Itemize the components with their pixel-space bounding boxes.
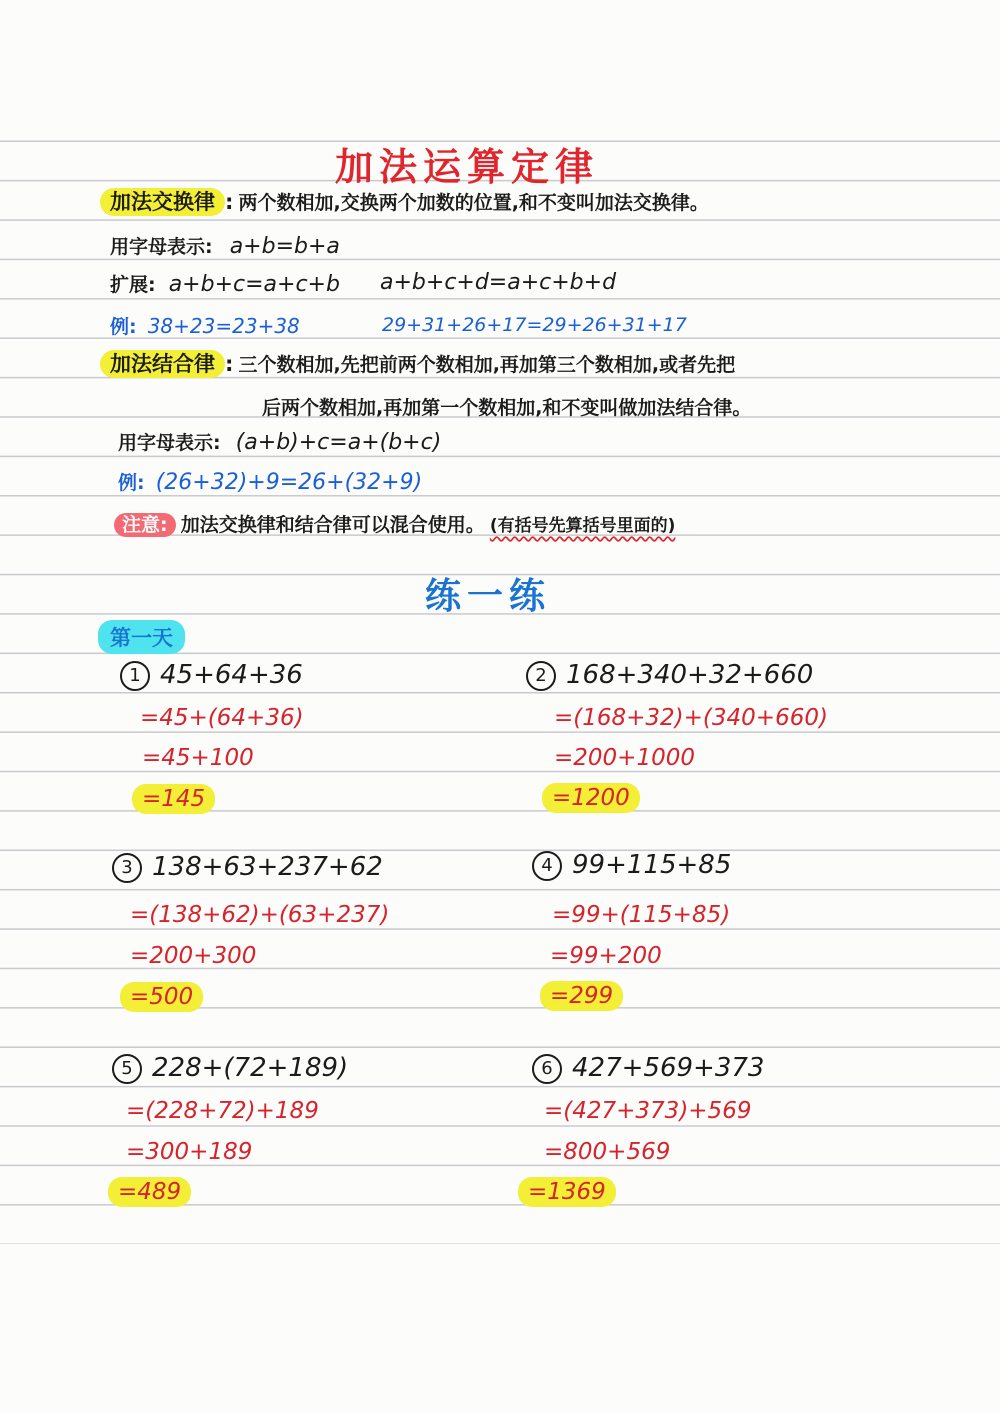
- problem-5: [112, 1053, 348, 1084]
- problem-2: [526, 660, 813, 691]
- top-margin: [0, 0, 1000, 140]
- commutative-extend-formula-2: a+b+c+d=a+c+b+d: [380, 270, 617, 295]
- problem-expression: 99+115+85: [572, 850, 732, 880]
- note-row: [114, 510, 675, 537]
- problem-expression: 45+64+36: [160, 660, 303, 690]
- problem-1: [120, 660, 303, 691]
- problem-4-step-1: =99+(115+85): [552, 902, 731, 928]
- problem-2-step-1: =(168+32)+(340+660): [554, 705, 828, 731]
- associative-definition-line1: 三个数相加,先把前两个数相加,再加第三个数相加,或者先把: [238, 354, 736, 376]
- commutative-letters-label: 用字母表示:: [110, 236, 213, 258]
- problem-number: 3: [112, 853, 142, 883]
- associative-letters-row: [118, 428, 441, 455]
- problem-4-answer: =299: [540, 981, 623, 1011]
- problem-2-step-2: =200+1000: [554, 745, 695, 771]
- commutative-example-row: [110, 312, 300, 339]
- problem-3: [112, 852, 383, 883]
- commutative-term: 加法交换律: [100, 188, 225, 216]
- page-title: 加法运算定律: [335, 144, 600, 189]
- commutative-extend-formula-1: a+b+c=a+c+b: [168, 272, 340, 297]
- associative-section: [100, 348, 735, 378]
- problem-5-step-1: =(228+72)+189: [126, 1098, 319, 1124]
- problem-expression: 168+340+32+660: [566, 660, 814, 690]
- problem-3-step-1: =(138+62)+(63+237): [130, 902, 390, 928]
- problem-3-answer: =500: [120, 982, 203, 1012]
- commutative-example-label: 例:: [110, 316, 137, 338]
- problem-number: 4: [532, 851, 562, 881]
- problem-expression: 228+(72+189): [152, 1053, 349, 1083]
- note-label: 注意:: [114, 513, 176, 537]
- commutative-extend-row: [110, 270, 340, 297]
- problem-1-step-1: =45+(64+36): [140, 705, 304, 731]
- associative-example-label: 例:: [118, 472, 145, 494]
- problem-number: 2: [526, 661, 556, 691]
- problem-1-step-2: =45+100: [142, 745, 254, 771]
- problem-6-step-2: =800+569: [544, 1139, 671, 1165]
- associative-example: (26+32)+9=26+(32+9): [155, 470, 423, 495]
- note-text: 加法交换律和结合律可以混合使用。: [180, 514, 485, 536]
- commutative-definition: 两个数相加,交换两个加数的位置,和不变叫加法交换律。: [238, 192, 709, 214]
- associative-letters-formula: (a+b)+c=a+(b+c): [235, 430, 442, 455]
- associative-term: 加法结合律: [100, 350, 225, 378]
- problem-5-step-2: =300+189: [126, 1139, 253, 1165]
- problem-expression: 427+569+373: [572, 1053, 765, 1083]
- commutative-example-2: 29+31+26+17=29+26+31+17: [382, 314, 687, 336]
- commutative-letters-formula: a+b=b+a: [229, 234, 340, 259]
- problem-number: 5: [112, 1054, 142, 1084]
- problem-5-answer: =489: [108, 1177, 191, 1207]
- associative-colon: :: [225, 352, 234, 376]
- problem-4: [532, 850, 731, 881]
- practice-title: 练一练: [425, 575, 552, 617]
- problem-4-step-2: =99+200: [550, 943, 662, 969]
- commutative-extend-label: 扩展:: [110, 274, 156, 296]
- bottom-margin: [0, 1244, 1000, 1413]
- problem-number: 1: [120, 661, 150, 691]
- commutative-colon: :: [225, 190, 234, 214]
- commutative-letters-row: [110, 232, 340, 259]
- problem-3-step-2: =200+300: [130, 943, 257, 969]
- commutative-section: [100, 186, 709, 216]
- problem-6-step-1: =(427+373)+569: [544, 1098, 752, 1124]
- problem-6-answer: =1369: [518, 1177, 616, 1207]
- problem-1-answer: =145: [132, 784, 215, 814]
- problem-expression: 138+63+237+62: [152, 852, 383, 882]
- problem-6: [532, 1053, 764, 1084]
- associative-definition-line2: 后两个数相加,再加第一个数相加,和不变叫做加法结合律。: [262, 397, 752, 419]
- problem-number: 6: [532, 1054, 562, 1084]
- associative-example-row: [118, 468, 422, 495]
- day-label: 第一天: [98, 620, 185, 654]
- commutative-example-1: 38+23=23+38: [147, 314, 300, 338]
- associative-letters-label: 用字母表示:: [118, 432, 221, 454]
- problem-2-answer: =1200: [542, 783, 640, 813]
- note-remark: (有括号先算括号里面的): [489, 516, 676, 536]
